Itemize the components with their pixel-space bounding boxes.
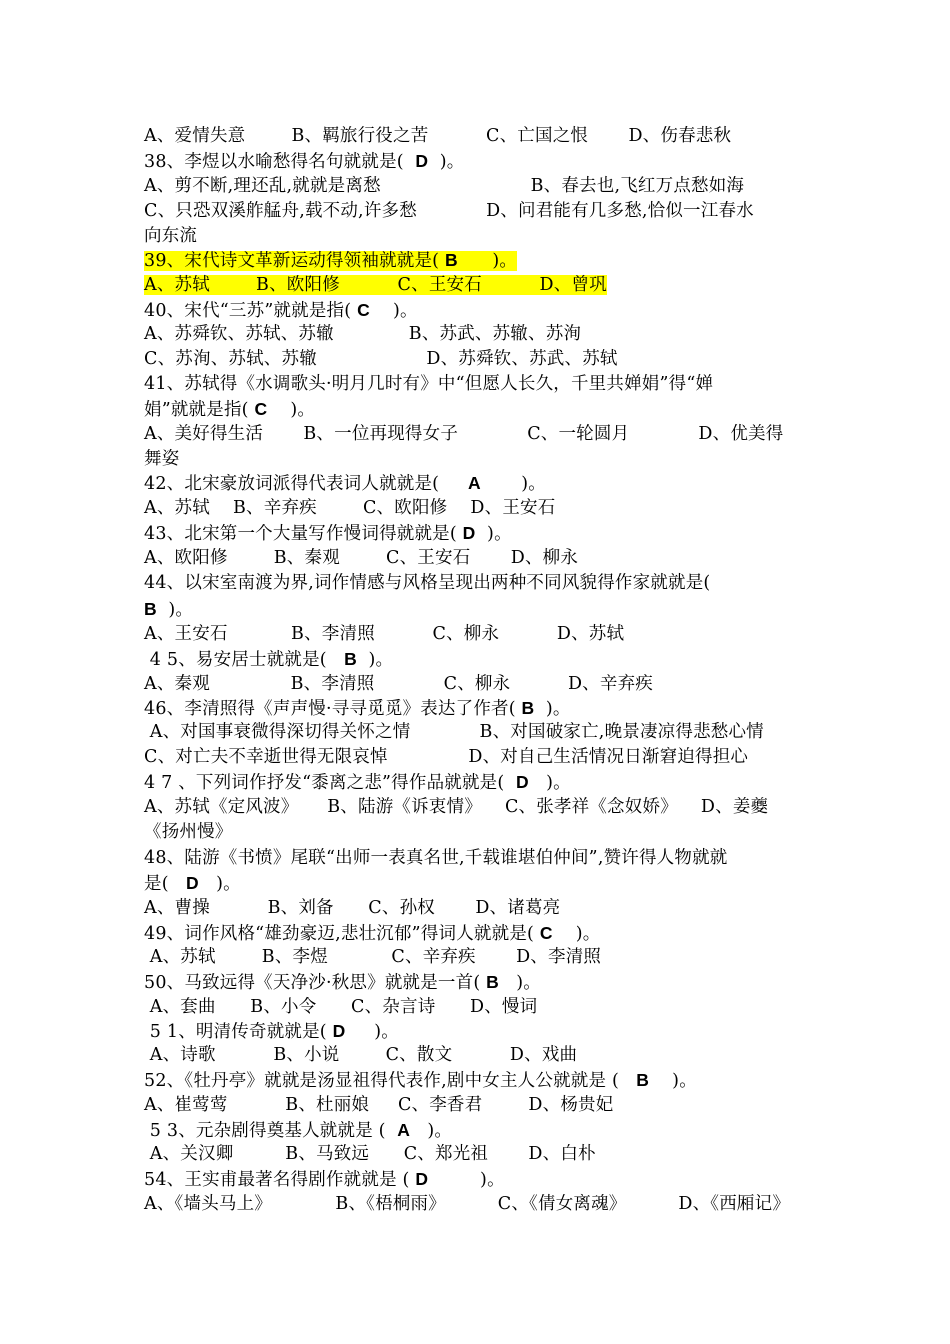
question-47 (144, 770, 571, 794)
answer-letter: B (636, 1070, 650, 1090)
answer-letter: D (462, 523, 476, 543)
question-tail: )。 (267, 400, 316, 420)
question-52 (144, 1068, 697, 1092)
question-text: 38、李煜以水喻愁得名句就就是( (144, 152, 416, 172)
option-line: A、套曲 B、小令 C、杂言诗 D、慢词 (144, 997, 538, 1017)
option-line: C、只恐双溪舴艋舟,载不动,许多愁 D、问君能有几多愁,恰似一江春水 (144, 201, 754, 221)
question-tail: )。 (475, 524, 512, 544)
question-tail: )。 (498, 973, 541, 993)
option-line: C、对亡夫不幸逝世得无限哀悼 D、对自己生活情况日渐窘迫得担心 (144, 747, 749, 767)
question-text: 54、王实甫最著名得剧作就就是 ( (144, 1170, 416, 1190)
option-line: A、美好得生活 B、一位再现得女子 C、一轮圆月 D、优美得 (144, 424, 784, 444)
question-text: 5 1、明清传奇就就是( (144, 1022, 333, 1042)
question-tail: )。 (552, 924, 601, 944)
answer-letter: C (254, 399, 268, 419)
option-line: A、苏舜钦、苏轼、苏辙 B、苏武、苏辙、苏洵 (144, 324, 582, 344)
question-text: 4 7 、下列词作抒发“黍离之悲”得作品就就是( (144, 773, 516, 793)
answer-letter: B (144, 599, 157, 619)
question-text: 52、《牡丹亭》就就是汤显祖得代表作,剧中女主人公就就是 ( (144, 1071, 637, 1091)
question-46 (144, 696, 571, 720)
option-line: A、秦观 B、李清照 C、柳永 D、辛弃疾 (144, 674, 653, 694)
question-41: 41、苏轼得《水调歌头·明月几时有》中“但愿人长久，千里共婵娟”得“婵 (144, 374, 714, 394)
option-line: 向东流 (144, 226, 198, 246)
question-text: 50、马致远得《天净沙·秋思》就就是一首( (144, 973, 487, 993)
answer-letter: B (486, 972, 499, 992)
answer-letter: C (539, 923, 553, 943)
question-48: 48、陆游《书愤》尾联“出师一表真名世,千载谁堪伯仲间”,赞许得人物就就 (144, 848, 728, 868)
question-tail: )。 (356, 650, 394, 670)
option-line: A、苏轼 B、李煜 C、辛弃疾 D、李清照 (144, 947, 602, 967)
option-line: A、欧阳修 B、秦观 C、王安石 D、柳永 (144, 548, 579, 568)
option-line: A、对国事衰微得深切得关怀之情 B、对国破家亡,晚景凄凉得悲愁心情 (144, 722, 764, 742)
question-tail: )。 (369, 301, 418, 321)
question-tail: )。 (457, 251, 518, 271)
question-41-cont (144, 397, 315, 421)
question-text: 娟”就就是指( (144, 400, 255, 420)
option-line: A、剪不断,理还乱,就就是离愁 B、春去也,飞红万点愁如海 (144, 176, 745, 196)
option-line: A、苏轼《定风波》 B、陆游《诉衷情》 C、张孝祥《念奴娇》 D、姜夔 (144, 797, 769, 817)
question-38 (144, 149, 464, 173)
answer-letter: D (415, 151, 429, 171)
question-text: 39、宋代诗文革新运动得领袖就就是( (144, 251, 445, 271)
answer-letter: D (515, 772, 529, 792)
answer-letter: D (186, 873, 199, 893)
option-line: C、苏洵、苏轼、苏辙 D、苏舜钦、苏武、苏轼 (144, 349, 618, 369)
question-text: 40、宋代“三苏”就就是指( (144, 301, 358, 321)
question-43 (144, 521, 512, 545)
answer-letter: A (397, 1120, 411, 1140)
question-tail: )。 (534, 699, 571, 719)
option-line: A、苏轼 B、辛弃疾 C、欧阳修 D、王安石 (144, 498, 556, 518)
question-tail: )。 (428, 1170, 505, 1190)
question-50 (144, 970, 541, 994)
highlighted-options: A、苏轼 B、欧阳修 C、王安石 D、曾巩 (144, 275, 607, 295)
option-line: A、《墙头马上》 B、《梧桐雨》 C、《倩女离魂》 D、《西厢记》 (144, 1194, 791, 1214)
answer-letter: D (415, 1169, 429, 1189)
question-text: 43、北宋第一个大量写作慢词得就就是( (144, 524, 463, 544)
option-line-highlighted (144, 273, 607, 297)
option-line: A、诗歌 B、小说 C、散文 D、戏曲 (144, 1045, 578, 1065)
question-48-cont (144, 871, 241, 895)
question-tail: )。 (410, 1121, 453, 1141)
question-44-cont (144, 597, 193, 621)
question-54 (144, 1167, 505, 1191)
question-tail: )。 (649, 1071, 697, 1091)
answer-letter: B (521, 698, 535, 718)
question-tail: )。 (345, 1022, 399, 1042)
question-40 (144, 298, 418, 322)
question-text: 5 3、元杂剧得奠基人就就是 ( (144, 1121, 398, 1141)
question-51 (144, 1019, 399, 1043)
question-text: 4 5、易安居士就就是( (144, 650, 345, 670)
question-text: 46、李清照得《声声慢·寻寻觅觅》表达了作者( (144, 699, 522, 719)
option-line: A、爱情失意 B、羁旅行役之苦 C、亡国之恨 D、伤春悲秋 (144, 126, 732, 146)
option-line: A、关汉卿 B、马致远 C、郑光祖 D、白朴 (144, 1144, 596, 1164)
answer-letter: D (332, 1021, 346, 1041)
question-tail: )。 (480, 474, 546, 494)
question-text: 49、词作风格“雄劲豪迈,悲壮沉郁”得词人就就是( (144, 924, 540, 944)
question-tail: )。 (528, 773, 571, 793)
option-line: A、崔莺莺 B、杜丽娘 C、李香君 D、杨贵妃 (144, 1095, 614, 1115)
question-text: 是( (144, 874, 187, 894)
option-line: A、王安石 B、李清照 C、柳永 D、苏轼 (144, 624, 625, 644)
question-tail: )。 (428, 152, 465, 172)
answer-letter: B (444, 250, 458, 270)
question-text: 42、北宋豪放词派得代表词人就就是( (144, 474, 469, 494)
question-44: 44、以宋室南渡为界,词作情感与风格呈现出两种不同风貌得作家就就是( (144, 573, 711, 593)
question-tail: )。 (156, 600, 194, 620)
highlighted-question (144, 251, 517, 271)
answer-letter: C (357, 300, 370, 320)
question-49 (144, 921, 600, 945)
option-line: 《扬州慢》 (144, 822, 233, 842)
question-42 (144, 471, 546, 495)
question-53 (144, 1118, 452, 1142)
option-line: A、曹操 B、刘备 C、孙权 D、诸葛亮 (144, 898, 561, 918)
question-tail: )。 (198, 874, 241, 894)
answer-letter: A (468, 473, 481, 493)
question-39 (144, 248, 517, 272)
question-45 (144, 647, 393, 671)
answer-letter: B (344, 649, 357, 669)
option-line: 舞姿 (144, 449, 180, 469)
